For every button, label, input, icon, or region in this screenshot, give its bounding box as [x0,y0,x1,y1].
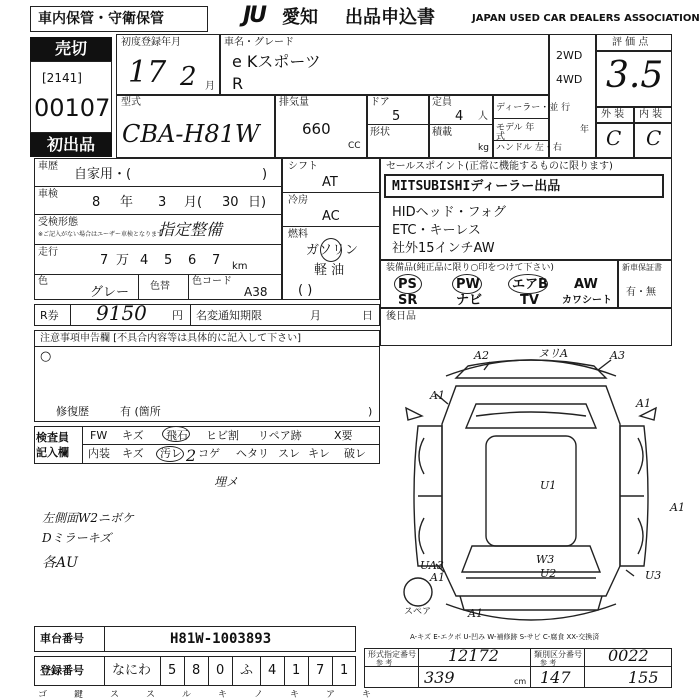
recycle-value: 9150 [96,301,147,325]
ju-logo: JU [243,3,266,28]
stone-chip-circle-mark [162,426,190,442]
lot-code: [2141] [42,71,82,85]
inspector-label-sub: 記入欄 [36,446,69,459]
name-change-label: 名変通知期限 [196,309,262,322]
remark-line: 左側面W2ニボケ [42,511,134,525]
load-label: 積載 [432,127,452,138]
later-items-block [380,308,672,346]
chassis-label: 車台番号 [40,632,84,645]
equipment-tv: TV [520,293,539,308]
later-items-label: 後日品 [386,311,416,322]
dimension-width: 147 [540,668,571,687]
interior-cell: コゲ [198,447,220,460]
damage-label: U3 [645,569,662,582]
fw-cell: 飛石 [166,429,188,442]
storage-label: 車内保管・守衛保管 [38,11,164,27]
equipment-aw: AW [574,277,598,292]
bottom-cell: キ [362,690,372,700]
mileage-digit: 7 [212,253,221,268]
displacement-unit: CC [348,141,361,151]
type-cert-label: 形式指定番号 [368,650,416,659]
capacity-value: 4 [455,109,464,124]
damage-label: W3 [536,553,555,566]
inspection-form-value: 指定整備 [158,220,223,239]
first-reg-year: 17 [128,55,167,90]
grade-value: R [232,74,244,93]
fuel-other: ( ) [298,283,313,298]
interior-cell: スレ [278,447,300,460]
lot-number: 00107 [34,94,111,122]
plate-char: 8 [192,663,201,678]
sold-badge: 売切 [30,37,112,61]
load-unit: kg [478,143,489,153]
color-value: グレー [90,285,130,300]
bottom-cell: ル [182,690,192,700]
new-car-warranty-label: 新車保証書 [622,263,662,272]
damage-label: U1 [540,479,557,492]
history-value: 自家用・( [74,167,132,182]
ac-value: AC [322,209,340,224]
color-code: A38 [244,285,268,299]
plate-region: なにわ [112,663,152,678]
plate-char: 5 [168,663,177,678]
remark-line: Dミラーキズ [42,531,112,545]
repair-history-value: 有 (箇所 [120,405,161,418]
shape-label: 形状 [370,127,390,138]
ac-label: 冷房 [288,195,308,206]
type-cert-sub: 参 考 [376,659,393,667]
capacity-label: 定員 [432,97,452,108]
damage-label: UA3 [420,559,444,572]
model-name: e Kスポーツ [232,52,321,71]
inspection-day: 30 [222,195,239,210]
interior-cell: キレ [308,447,330,460]
displacement-label: 排気量 [279,97,309,108]
color-change-label: 色替 [150,281,170,292]
plate-char: 0 [216,663,225,678]
dimension-length: 339 [424,668,455,687]
ps-circle-mark [394,274,422,294]
plate-char: 4 [268,663,277,678]
stain-circle-mark [156,446,184,462]
dimension-height: 155 [628,668,659,687]
fw-cell: ヒビ割 [206,429,239,442]
class-value: 0022 [608,646,649,665]
mileage-man-unit: 万 [116,253,130,268]
repair-history-close: ) [368,405,373,418]
repair-note: 埋メ [214,475,239,489]
interior-cell: キズ [122,447,144,460]
plate-label: 登録番号 [40,664,84,677]
damage-label: A1 [430,571,445,584]
damage-label: ヌリA [538,347,568,360]
score-value: 3.5 [606,55,664,96]
type-value: CBA-H81W [122,120,260,148]
shift-value: AT [322,175,338,190]
interior-cell: 汚レ [160,447,182,460]
selling-point-item: HIDヘッド・フォグ [392,205,506,220]
plate-char: 1 [292,663,301,678]
fw-cell: リペア跡 [258,429,302,442]
exterior-grade: C [606,126,622,150]
recycle-label: R券 [40,309,59,322]
equipment-title: 装備品(純正品に限り○印をつけて下さい) [386,263,554,273]
inspection-day-unit: 日) [248,195,267,210]
damage-label: A1 [468,607,483,620]
inspection-month: 3 [158,195,167,210]
handle-label: ハンドル 左・右 [496,143,562,153]
bottom-cell: ノ [254,690,264,700]
equipment-ps: PS [398,277,417,292]
mileage-digit: 6 [188,253,197,268]
pw-circle-mark [452,274,482,294]
dealer-label: ディーラー・並 行 [496,103,571,113]
class-sub: 参 考 [540,659,557,667]
plate-char: ふ [240,663,254,678]
mileage-man: 7 [100,253,109,268]
damage-label: A1 [636,397,651,410]
notes-title: 注意事項申告欄 [不具合内容等は具体的に記入して下さい] [40,333,301,344]
fw-cell: FW [90,429,108,442]
color-label: 色 [38,276,48,287]
spare-label: スペア [404,607,432,617]
equipment-leather: カワシート [562,295,612,306]
diagram-legend: A-キズ E-エクボ U-凹み W-補修跡 S-サビ C-腐食 XX-交換済 [410,633,600,641]
new-car-warranty-value: 有・無 [626,287,656,298]
class-label: 類別区分番号 [534,650,582,659]
fuel-value: ガソリン [306,243,359,258]
inspector-label: 検査員 [36,431,69,444]
mileage-digit: 4 [140,253,149,268]
selling-point-item: 社外15インチAW [392,241,495,256]
fw-cell: キズ [122,429,144,442]
equipment-airbag: エアB [512,277,548,292]
exterior-label: 外 装 [601,109,625,120]
first-reg-month: 2 [180,62,197,92]
mileage-label: 走行 [38,247,58,258]
damage-label: A3 [610,349,625,362]
type-label: 型式 [121,97,141,108]
inspection-month-unit: 月( [184,195,203,210]
bottom-cell: ス [110,690,120,700]
remark-line: 各AU [42,555,78,571]
bottom-row [34,690,394,700]
interior-grade: C [646,126,662,150]
doors-value: 5 [392,109,401,124]
association-name: JAPAN USED CAR DEALERS ASSOCIATION [472,13,700,24]
interior-cell: 内装 [88,447,110,460]
plate-char: 1 [340,663,349,678]
type-cert-value: 12172 [448,646,499,665]
model-label: 車名・グレード [224,37,294,48]
bottom-cell: ア [326,690,336,700]
bottom-cell: キ [218,690,228,700]
history-label: 車歴 [38,161,58,172]
brand-name: 愛知 [282,7,318,28]
displacement-value: 660 [302,120,331,138]
model-year-unit: 年 [580,125,590,135]
bottom-cell: 鍵 [74,690,84,700]
mileage-digit: 5 [164,253,173,268]
inspection-year: 8 [92,195,101,210]
damage-label: U2 [540,567,557,580]
selling-points-title: セールスポイント(正常に機能するものに限ります) [386,161,613,172]
airbag-circle-mark [508,274,548,294]
fuel-circle-mark [320,238,342,262]
inspection-year-unit: 年 [120,195,134,210]
selling-headline: MITSUBISHIディーラー出品 [392,179,561,194]
equipment-sr: SR [398,293,418,308]
model-year-label: モデル 年式 [496,123,535,142]
drive-2wd: 2WD [556,49,583,62]
form-title: 出品申込書 [345,7,435,28]
chassis-number: H81W-1003893 [170,631,272,647]
dimension-unit: cm [514,677,527,686]
capacity-unit: 人 [478,111,488,122]
first-reg-month-unit: 月 [205,81,215,92]
repair-history-label: 修復歴 [56,405,89,418]
fw-cell: X要 [334,429,353,442]
first-listing-badge: 初出品 [30,133,112,157]
name-change-month: 月 [310,309,321,322]
bottom-cell: キ [290,690,300,700]
damage-label: A1 [430,389,445,402]
fuel-label: 燃料 [288,229,308,240]
bottom-cell: ゴ [38,690,48,700]
first-reg-label: 初度登録年月 [121,37,181,48]
stain-level: 2 [186,446,197,465]
selling-point-item: ETC・キーレス [392,223,481,238]
interior-cell: 破レ [344,447,366,460]
fuel-alt: 軽 油 [314,263,345,278]
damage-label: A2 [474,349,489,362]
interior-cell: ヘタリ [236,447,269,460]
bottom-cell: ス [146,690,156,700]
equipment-navi: ナビ [456,293,483,308]
name-change-day: 日 [362,309,373,322]
history-close: ) [262,167,268,182]
plate-char: 7 [316,663,325,678]
recycle-unit: 円 [172,309,183,322]
damage-label: A1 [670,501,685,514]
inspection-form-note: ※ご記入がない場合はユーザー車検となります [38,231,164,238]
score-label: 評 価 点 [612,37,649,48]
drive-4wd: 4WD [556,73,583,86]
notes-bullet: ○ [40,349,52,364]
mileage-unit: km [232,261,248,272]
color-code-label: 色コード [192,276,232,287]
inspection-label: 車検 [38,189,58,200]
inspection-form-label: 受検形態 [38,217,78,228]
doors-label: ドア [370,97,390,108]
shift-label: シフト [288,161,318,172]
interior-label: 内 装 [639,109,663,120]
equipment-pw: PW [456,277,480,292]
